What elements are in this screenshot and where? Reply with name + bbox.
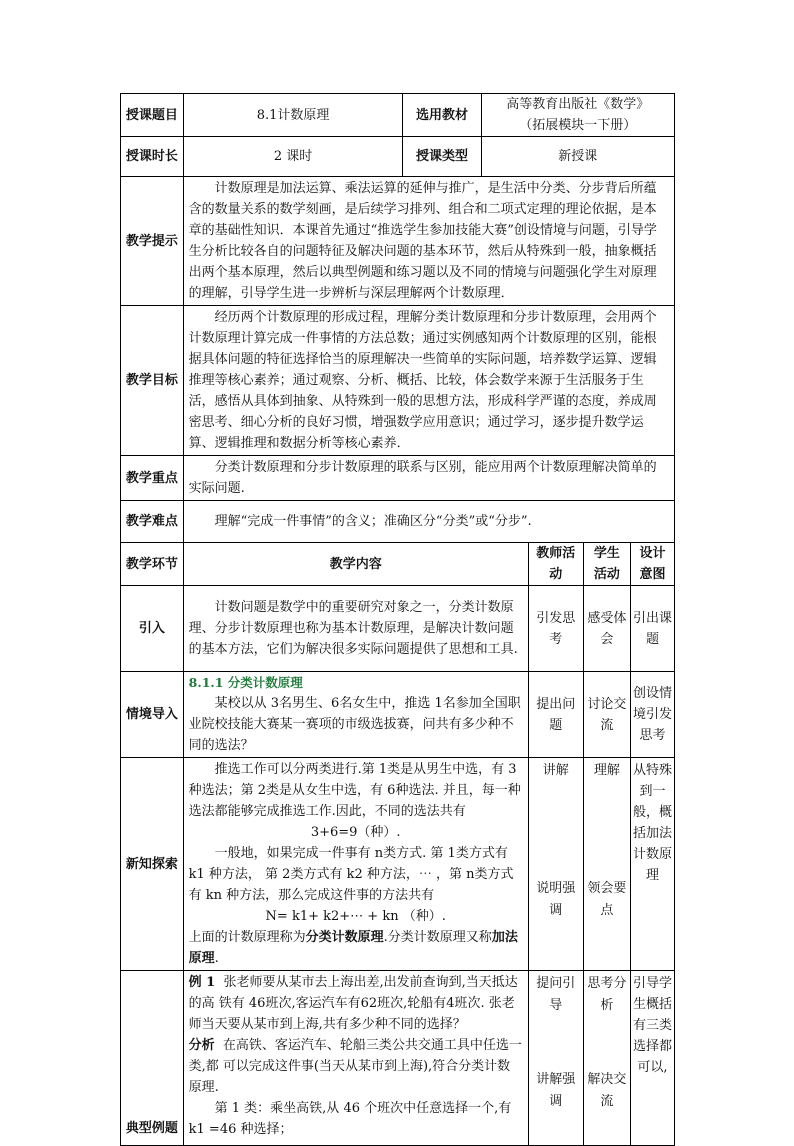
situation-teacher: 提出问题	[528, 672, 583, 758]
textbook-line-2: （拓展模块一下册）	[519, 118, 637, 133]
explore-formula-1: 3+6=9（种）.	[310, 825, 401, 840]
example-problem	[189, 972, 523, 1035]
goals-content	[183, 306, 674, 456]
example-content	[183, 971, 528, 1146]
section-title: 8.1.1 分类计数原理	[188, 675, 303, 690]
explore-formula-2: N= k1+ k2+⋯ + kn （种）.	[265, 909, 446, 924]
intro-content	[183, 586, 528, 672]
explore-p3c: .分类计数原理又称	[383, 930, 492, 945]
textbook-label: 选用教材	[403, 94, 481, 137]
keypoints-text: 分类计数原理和分步计数原理的联系与区别，能应用两个计数原理解决简单的实际问题.	[188, 460, 657, 496]
lesson-plan-table	[120, 93, 675, 1146]
example-student-2: 解决交流	[587, 1072, 627, 1109]
topic-value: 8.1计数原理	[183, 94, 403, 137]
stage-col-header: 教学环节	[121, 543, 184, 586]
intro-row	[121, 586, 675, 672]
situation-student: 讨论交流	[583, 672, 630, 758]
topic-label: 授课题目	[121, 94, 184, 137]
textbook-line-1: 高等教育出版社《数学》	[506, 97, 650, 112]
tips-row	[121, 177, 675, 306]
goals-label: 教学目标	[121, 306, 184, 456]
explore-design: 从特殊到一般，概括加法计数原理	[630, 758, 674, 971]
example-teacher-2: 讲解强调	[536, 1072, 576, 1109]
intro-design: 引出课题	[630, 586, 674, 672]
example-step: 第 1 类：乘坐高铁,从 46 个班次中任意选择一个,有 k1 =46 种选择；	[188, 1101, 512, 1137]
duration-value: 2 课时	[183, 137, 403, 177]
explore-student-2: 领会要点	[587, 881, 627, 918]
lesson-type-value: 新授课	[481, 137, 675, 177]
explore-content	[183, 758, 528, 971]
tips-content	[183, 177, 674, 306]
header-row-1	[121, 94, 675, 137]
situation-design: 创设情境引发思考	[630, 672, 674, 758]
analysis-label: 分析	[188, 1038, 215, 1053]
lesson-type-label: 授课类型	[403, 137, 481, 177]
example-text: 张老师要从某市去上海出差,出发前查询到,当天抵达的高 铁有 46班次,客运汽车有62班次,轮船有4班次. 张老师当天要从某市到上海,共有多少种不同的选择？	[188, 975, 518, 1032]
keypoints-row	[121, 456, 675, 501]
example-teacher-1: 提问引导	[536, 976, 576, 1013]
situation-stage: 情境导入	[121, 672, 184, 758]
example-row	[121, 971, 675, 1146]
example-student	[583, 971, 630, 1146]
explore-term-1: 分类计数原理	[305, 930, 384, 945]
example-stage: 典型例题	[121, 971, 184, 1146]
keypoints-content	[183, 456, 674, 501]
explore-student	[583, 758, 630, 971]
content-col-header: 教学内容	[183, 543, 528, 586]
explore-para-2: 一般地，如果完成一件事有 n类方式. 第 1类方式有 k1 种方法， 第 2类方式有 k2 种方法，⋯ ，第 n类方式有 kn 种方法，那么完成这件事的方法共有	[188, 846, 514, 903]
example-teacher	[528, 971, 583, 1146]
explore-p3e: .	[214, 951, 219, 966]
explore-row	[121, 758, 675, 971]
explore-para-3	[189, 927, 523, 969]
example-analysis	[189, 1035, 523, 1098]
explore-teacher-1: 讲解	[542, 763, 569, 778]
tips-text: 计数原理是加法运算、乘法运算的延伸与推广，是生活中分类、分步背后所蕴含的数量关系的数学刻画，是后续学习排列、组合和二项式定理的理论依据，是本章的基础性知识．本课首先通过“推选学生参加技能大赛”创设情境与问题，引导学生分析比较各自的问题特征及解决问题的基本环节，然后从特殊到一般，抽象概括出两个基本原理，然后以典型例题和练习题以及不同的情境与问题强化学生对原理的理解，引导学生进一步辨析与深层理解两个计数原理．	[188, 181, 657, 301]
explore-teacher-2: 说明强调	[536, 881, 576, 918]
intro-stage: 引入	[121, 586, 184, 672]
explore-teacher	[528, 758, 583, 971]
teacher-col-header: 教师活动	[528, 543, 583, 586]
example-label: 例 1	[188, 975, 216, 990]
tips-label: 教学提示	[121, 177, 184, 306]
analysis-text: 在高铁、客运汽车、轮船三类公共交通工具中任选一类,都 可以完成这件事(当天从某市到上海),符合分类计数原理.	[188, 1038, 522, 1095]
difficulty-text: 理解“完成一件事情”的含义；准确区分“分类”或“分步”.	[214, 514, 532, 529]
duration-label: 授课时长	[121, 137, 184, 177]
goals-text: 经历两个计数原理的形成过程，理解分类计数原理和分步计数原理，会用两个计数原理计算完成一件事情的方法总数；通过实例感知两个计数原理的区别，能根据具体问题的特征选择恰当的原理解决一些简单的实际问题，培养数学运算、逻辑推理等核心素养；通过观察、分析、概括、比较，体会数学来源于生活服务于生活，感悟从具体到抽象、从特殊到一般的思想方法，形成科学严谨的态度，养成周密思考、细心分析的良好习惯，增强数学应用意识；通过学习，逐步提升数学运算、逻辑推理和数据分析等核心素养．	[188, 310, 657, 451]
difficulty-label: 教学难点	[121, 501, 184, 543]
explore-para-1: 推选工作可以分两类进行.第 1类是从男生中选，有 3种选法；第 2类是从女生中选，有 6种选法. 并且，每一种选法都能够完成推选工作.因此，不同的选法共有	[188, 762, 521, 819]
explore-p3a: 上面的计数原理称为	[188, 930, 306, 945]
keypoints-label: 教学重点	[121, 456, 184, 501]
situation-row	[121, 672, 675, 758]
situation-text: 某校以从 3名男生、6名女生中，推选 1名参加全国职业院校技能大赛某一赛项的市级选拔赛，问共有多少种不同的选法？	[188, 696, 521, 753]
example-student-1: 思考分析	[587, 976, 627, 1013]
student-col-header: 学生活动	[583, 543, 630, 586]
textbook-value	[481, 94, 675, 137]
explore-term-2: 加法原理	[188, 930, 518, 966]
intro-student: 感受体会	[583, 586, 630, 672]
difficulty-row	[121, 501, 675, 543]
goals-row	[121, 306, 675, 456]
example-design: 引导学生概括有三类选择都可以,	[630, 971, 674, 1146]
intro-text: 计数问题是数学中的重要研究对象之一，分类计数原理、分步计数原理也称为基本计数原理，是解决计数问题的基本方法，它们为解决很多实际问题提供了思想和工具.	[188, 600, 518, 657]
intro-teacher: 引发思考	[528, 586, 583, 672]
explore-stage: 新知探索	[121, 758, 184, 971]
column-header-row	[121, 543, 675, 586]
explore-student-1: 理解	[593, 763, 620, 778]
header-row-2	[121, 137, 675, 177]
situation-content	[183, 672, 528, 758]
design-col-header: 设计意图	[630, 543, 674, 586]
difficulty-content	[183, 501, 674, 543]
